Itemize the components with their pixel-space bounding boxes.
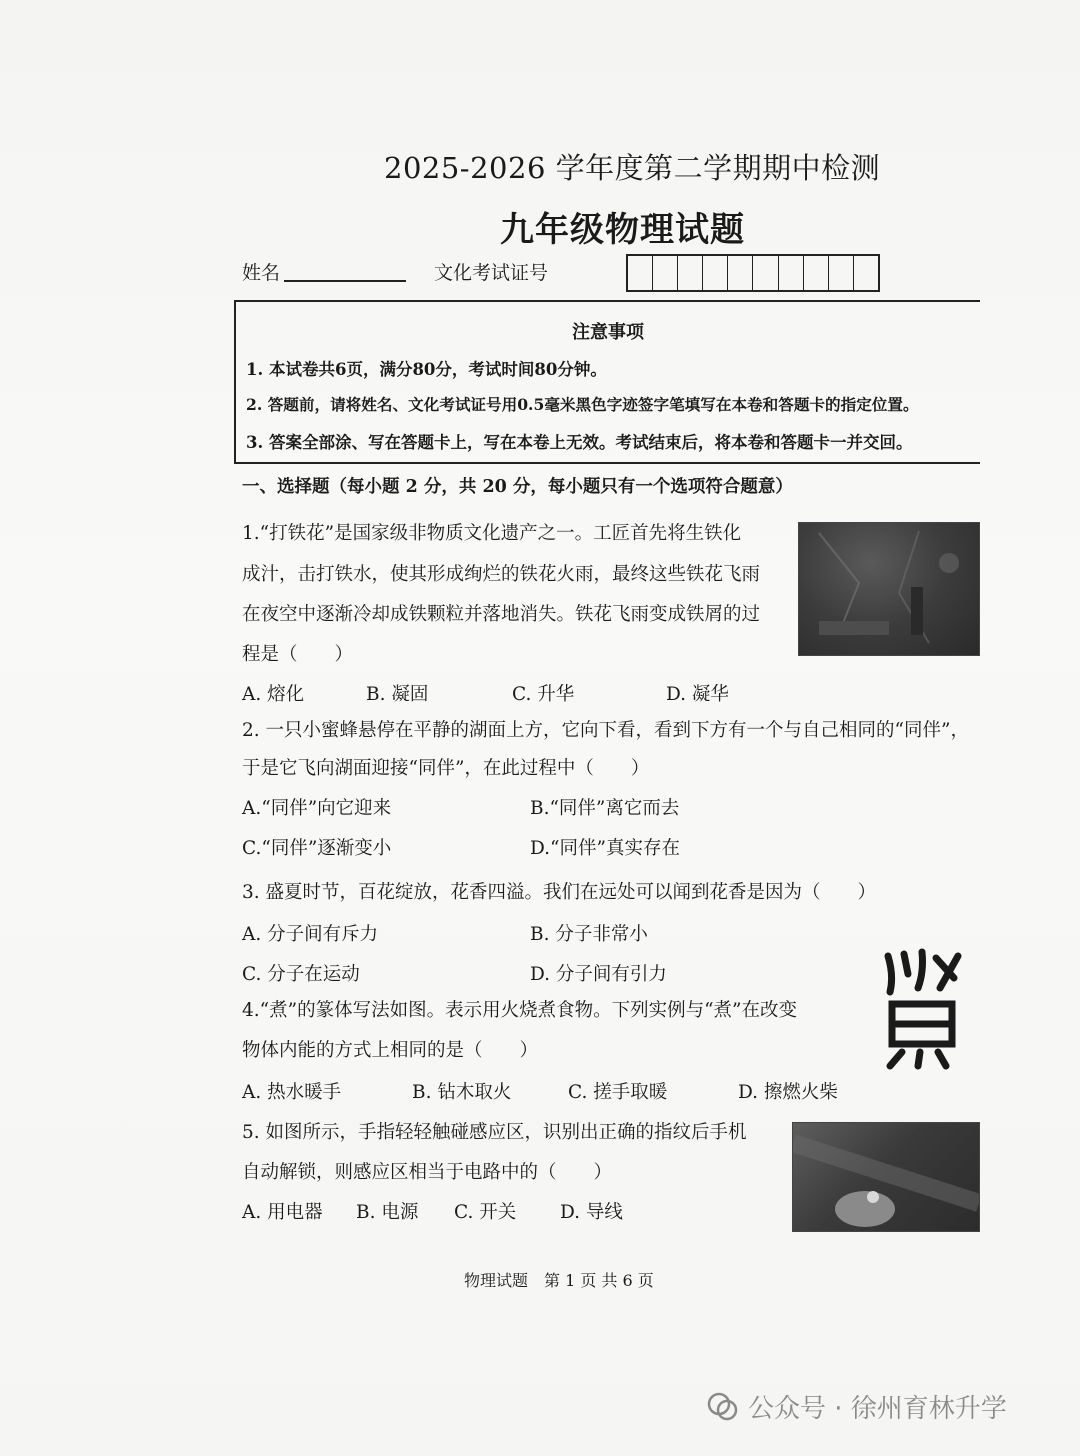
q5-line-2: 自动解锁，则感应区相当于电路中的（ ） [242, 1162, 613, 1183]
q1-line-1: 1.“打铁花”是国家级非物质文化遗产之一。工匠首先将生铁化 [242, 523, 742, 544]
q5-line-1: 5. 如图所示，手指轻轻触碰感应区，识别出正确的指纹后手机 [242, 1122, 747, 1143]
q3-option-c: C. 分子在运动 [242, 964, 360, 985]
section-heading: 一、选择题（每小题 2 分，共 20 分，每小题只有一个选项符合题意） [242, 477, 793, 497]
q2-line-1: 2. 一只小蜜蜂悬停在平静的湖面上方，它向下看，看到下方有一个与自己相同的“同伴”， [242, 720, 969, 741]
q5-option-b: B. 电源 [356, 1202, 419, 1223]
q5-option-c: C. 开关 [454, 1202, 517, 1223]
q2-option-a: A.“同伴”向它迎来 [242, 798, 392, 819]
exam-year-title: 2025-2026 学年度第二学期期中检测 [384, 151, 881, 185]
exam-id-boxes [626, 254, 880, 292]
q1-line-2: 成汁，击打铁水，使其形成绚烂的铁花火雨，最终这些铁花飞雨 [242, 564, 761, 585]
q1-line-3: 在夜空中逐渐冷却成铁颗粒并落地消失。铁花飞雨变成铁屑的过 [242, 604, 761, 625]
page-footer: 物理试题 第 1 页 共 6 页 [464, 1271, 654, 1290]
exam-id-label: 文化考试证号 [434, 262, 549, 284]
watermark-text: 公众号 · 徐州育林升学 [748, 1394, 1007, 1424]
q4-option-c: C. 搓手取暖 [568, 1082, 668, 1103]
wechat-icon [706, 1390, 740, 1424]
notice-item-2: 2. 答题前，请将姓名、文化考试证号用0.5毫米黑色字迹签字笔填写在本卷和答题卡的指定位置。 [246, 395, 919, 414]
q1-option-d: D. 凝华 [666, 684, 729, 705]
notice-item-3: 3. 答案全部涂、写在答题卡上，写在本卷上无效。考试结束后，将本卷和答题卡一并交回。 [246, 433, 913, 452]
q5-option-a: A. 用电器 [242, 1202, 323, 1223]
q1-option-b: B. 凝固 [366, 684, 429, 705]
q3-option-a: A. 分子间有斥力 [242, 924, 379, 945]
q5-option-d: D. 导线 [560, 1202, 623, 1223]
q1-line-4: 程是（ ） [242, 644, 354, 665]
wechat-watermark [706, 1388, 1007, 1425]
notice-title: 注意事项 [572, 322, 644, 343]
q2-option-d: D.“同伴”真实存在 [530, 838, 680, 859]
iron-flower-photo [798, 522, 980, 656]
name-fill-line [284, 280, 406, 282]
fingerprint-unlock-photo [792, 1122, 980, 1232]
q1-option-a: A. 熔化 [242, 684, 305, 705]
q4-option-b: B. 钻木取火 [412, 1082, 512, 1103]
seal-script-zhu-icon [878, 948, 966, 1070]
q4-option-a: A. 热水暖手 [242, 1082, 342, 1103]
q2-line-2: 于是它飞向湖面迎接“同伴”，在此过程中（ ） [242, 758, 650, 779]
q3-option-d: D. 分子间有引力 [530, 964, 667, 985]
name-label: 姓名 [242, 262, 281, 284]
q1-option-c: C. 升华 [512, 684, 575, 705]
exam-main-title: 九年级物理试题 [500, 210, 745, 250]
q3-option-b: B. 分子非常小 [530, 924, 648, 945]
notice-item-1: 1. 本试卷共6页，满分80分，考试时间80分钟。 [246, 360, 607, 379]
q4-line-2: 物体内能的方式上相同的是（ ） [242, 1040, 539, 1061]
q3-line-1: 3. 盛夏时节，百花绽放，花香四溢。我们在远处可以闻到花香是因为（ ） [242, 882, 877, 903]
q4-option-d: D. 擦燃火柴 [738, 1082, 838, 1103]
q2-option-b: B.“同伴”离它而去 [530, 798, 680, 819]
q4-line-1: 4.“煮”的篆体写法如图。表示用火烧煮食物。下列实例与“煮”在改变 [242, 1000, 797, 1021]
q2-option-c: C.“同伴”逐渐变小 [242, 838, 392, 859]
